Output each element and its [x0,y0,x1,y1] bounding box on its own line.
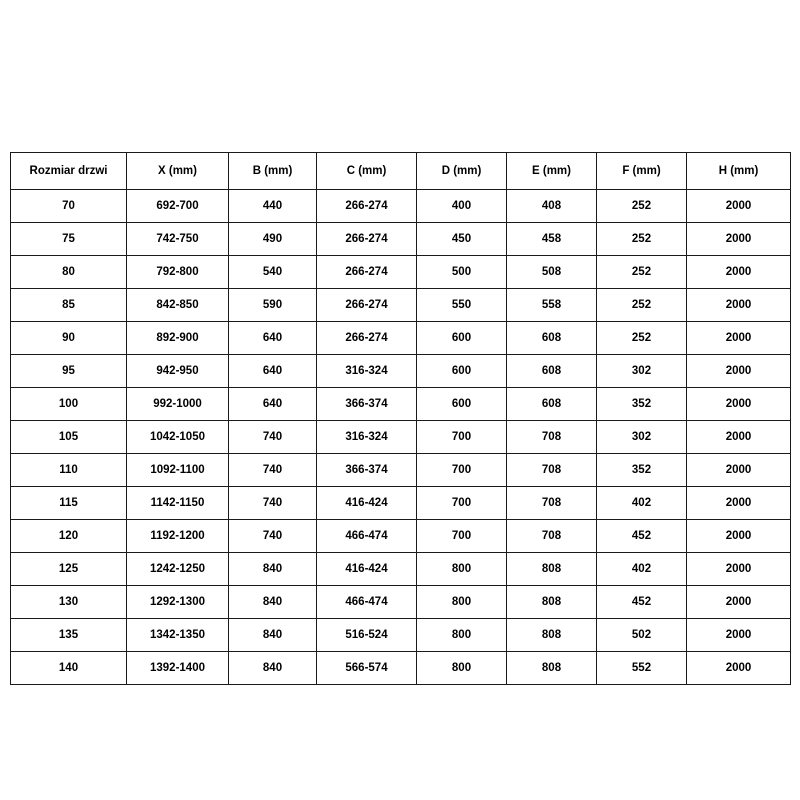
cell-c: 266-274 [317,256,417,289]
cell-size: 120 [11,520,127,553]
cell-f: 502 [597,619,687,652]
table-header [11,153,791,190]
cell-c: 316-324 [317,421,417,454]
cell-f: 302 [597,355,687,388]
cell-x: 1342-1350 [127,619,229,652]
table-row [11,553,791,586]
cell-size: 105 [11,421,127,454]
cell-f: 302 [597,421,687,454]
table-row [11,487,791,520]
cell-b: 440 [229,190,317,223]
cell-x: 1292-1300 [127,586,229,619]
cell-x: 842-850 [127,289,229,322]
cell-b: 840 [229,586,317,619]
table-row [11,190,791,223]
table-row [11,388,791,421]
table-row [11,322,791,355]
cell-e: 408 [507,190,597,223]
column-header-rozmiar-drzwi: Rozmiar drzwi [11,153,127,190]
cell-size: 140 [11,652,127,685]
column-header-h: H (mm) [687,153,791,190]
cell-size: 95 [11,355,127,388]
cell-d: 400 [417,190,507,223]
table-row [11,586,791,619]
table-row [11,289,791,322]
cell-h: 2000 [687,190,791,223]
cell-d: 800 [417,586,507,619]
cell-b: 740 [229,487,317,520]
cell-b: 840 [229,619,317,652]
cell-e: 708 [507,487,597,520]
cell-f: 252 [597,223,687,256]
cell-f: 402 [597,487,687,520]
cell-h: 2000 [687,553,791,586]
table-row [11,256,791,289]
cell-b: 740 [229,454,317,487]
column-header-e: E (mm) [507,153,597,190]
cell-b: 540 [229,256,317,289]
cell-c: 466-474 [317,586,417,619]
cell-x: 1092-1100 [127,454,229,487]
cell-h: 2000 [687,454,791,487]
cell-b: 840 [229,652,317,685]
cell-b: 640 [229,355,317,388]
cell-e: 808 [507,619,597,652]
cell-h: 2000 [687,289,791,322]
cell-size: 130 [11,586,127,619]
cell-x: 1142-1150 [127,487,229,520]
cell-h: 2000 [687,586,791,619]
table-row [11,454,791,487]
cell-f: 252 [597,289,687,322]
cell-d: 700 [417,520,507,553]
cell-c: 366-374 [317,388,417,421]
cell-size: 115 [11,487,127,520]
column-header-f: F (mm) [597,153,687,190]
cell-d: 700 [417,421,507,454]
cell-e: 458 [507,223,597,256]
cell-c: 516-524 [317,619,417,652]
cell-h: 2000 [687,421,791,454]
cell-x: 942-950 [127,355,229,388]
cell-c: 266-274 [317,322,417,355]
cell-f: 552 [597,652,687,685]
cell-size: 100 [11,388,127,421]
cell-e: 508 [507,256,597,289]
cell-e: 608 [507,322,597,355]
cell-f: 252 [597,190,687,223]
cell-c: 416-424 [317,487,417,520]
cell-h: 2000 [687,520,791,553]
cell-b: 640 [229,388,317,421]
cell-c: 266-274 [317,190,417,223]
cell-c: 366-374 [317,454,417,487]
cell-d: 800 [417,652,507,685]
cell-x: 992-1000 [127,388,229,421]
table-row [11,619,791,652]
cell-d: 500 [417,256,507,289]
cell-b: 740 [229,421,317,454]
cell-size: 70 [11,190,127,223]
cell-f: 402 [597,553,687,586]
table-row [11,355,791,388]
cell-b: 640 [229,322,317,355]
cell-size: 80 [11,256,127,289]
cell-c: 266-274 [317,223,417,256]
cell-size: 85 [11,289,127,322]
cell-d: 800 [417,553,507,586]
cell-d: 800 [417,619,507,652]
cell-h: 2000 [687,223,791,256]
cell-e: 808 [507,652,597,685]
cell-size: 75 [11,223,127,256]
cell-h: 2000 [687,322,791,355]
cell-x: 892-900 [127,322,229,355]
cell-x: 1392-1400 [127,652,229,685]
column-header-d: D (mm) [417,153,507,190]
cell-e: 708 [507,520,597,553]
cell-h: 2000 [687,388,791,421]
cell-e: 808 [507,586,597,619]
table-row [11,652,791,685]
cell-f: 252 [597,322,687,355]
cell-d: 550 [417,289,507,322]
cell-size: 125 [11,553,127,586]
cell-size: 90 [11,322,127,355]
cell-f: 352 [597,454,687,487]
cell-c: 466-474 [317,520,417,553]
cell-c: 566-574 [317,652,417,685]
table-row [11,520,791,553]
cell-c: 266-274 [317,289,417,322]
cell-f: 352 [597,388,687,421]
cell-h: 2000 [687,487,791,520]
cell-size: 110 [11,454,127,487]
cell-e: 808 [507,553,597,586]
cell-x: 1192-1200 [127,520,229,553]
column-header-c: C (mm) [317,153,417,190]
cell-d: 600 [417,388,507,421]
cell-size: 135 [11,619,127,652]
cell-e: 608 [507,388,597,421]
cell-d: 600 [417,355,507,388]
cell-h: 2000 [687,619,791,652]
cell-f: 452 [597,586,687,619]
door-size-table [10,152,791,685]
cell-h: 2000 [687,256,791,289]
cell-f: 452 [597,520,687,553]
table-row [11,223,791,256]
table-body [11,190,791,685]
cell-d: 700 [417,454,507,487]
cell-b: 490 [229,223,317,256]
cell-c: 316-324 [317,355,417,388]
column-header-x: X (mm) [127,153,229,190]
cell-x: 742-750 [127,223,229,256]
cell-b: 840 [229,553,317,586]
cell-f: 252 [597,256,687,289]
cell-d: 700 [417,487,507,520]
cell-e: 608 [507,355,597,388]
cell-x: 1242-1250 [127,553,229,586]
cell-d: 450 [417,223,507,256]
table-row [11,421,791,454]
cell-h: 2000 [687,355,791,388]
cell-e: 558 [507,289,597,322]
cell-e: 708 [507,421,597,454]
cell-x: 692-700 [127,190,229,223]
cell-e: 708 [507,454,597,487]
size-table-container [10,152,790,685]
cell-h: 2000 [687,652,791,685]
table-header-row [11,153,791,190]
cell-b: 590 [229,289,317,322]
column-header-b: B (mm) [229,153,317,190]
cell-x: 1042-1050 [127,421,229,454]
cell-x: 792-800 [127,256,229,289]
cell-c: 416-424 [317,553,417,586]
cell-d: 600 [417,322,507,355]
cell-b: 740 [229,520,317,553]
